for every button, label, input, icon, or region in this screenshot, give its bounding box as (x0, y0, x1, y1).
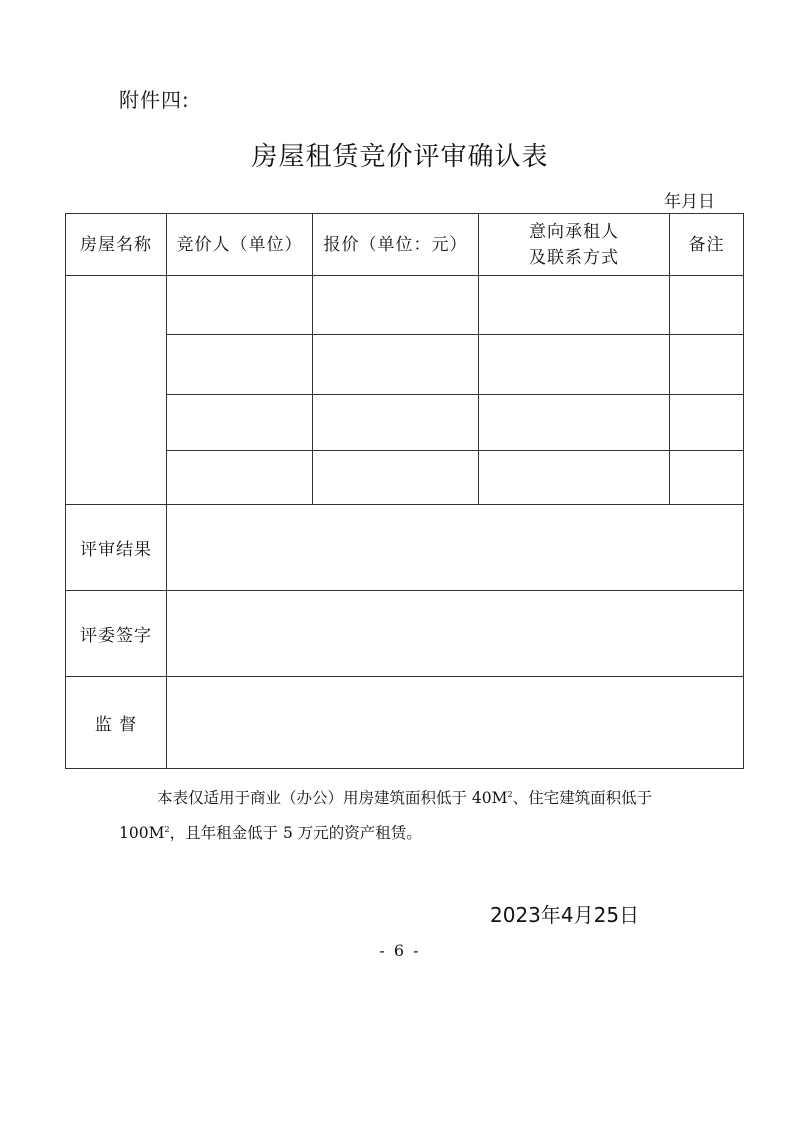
date-line: 年月日 (664, 192, 715, 212)
supervision-cell[interactable] (167, 677, 744, 769)
note-text-2: 、住宅建筑面积低于 100M (119, 789, 653, 843)
judge-signature-cell[interactable] (167, 591, 744, 677)
bidder-cell[interactable] (167, 395, 313, 451)
header-tenant-line2: 及联系方式 (529, 247, 619, 268)
bid-review-table (65, 213, 744, 769)
tenant-cell[interactable] (479, 335, 670, 395)
quote-cell[interactable] (313, 451, 479, 505)
header-quote: 报价（单位：元） (313, 214, 479, 276)
quote-cell[interactable] (313, 335, 479, 395)
table-row (66, 276, 744, 335)
attachment-label: 附件四: (119, 88, 190, 112)
bidder-cell[interactable] (167, 335, 313, 395)
supervision-label: 监 督 (66, 677, 167, 769)
sign-date: 2023年4月25日 (490, 903, 640, 927)
remark-cell[interactable] (670, 451, 744, 505)
note-superscript-1: 2 (507, 790, 513, 799)
table-header-row (66, 214, 744, 276)
page-number: - 6 - (379, 941, 421, 960)
house-name-cell[interactable] (66, 276, 167, 505)
judge-signature-label: 评委签字 (66, 591, 167, 677)
header-tenant (479, 214, 670, 276)
remark-cell[interactable] (670, 335, 744, 395)
page-title: 房屋租赁竞价评审确认表 (251, 142, 549, 172)
review-result-row (66, 505, 744, 591)
table-row (66, 451, 744, 505)
header-remark: 备注 (670, 214, 744, 276)
remark-cell[interactable] (670, 276, 744, 335)
tenant-cell[interactable] (479, 276, 670, 335)
applicability-note (119, 779, 679, 849)
note-text-3: ，且年租金低于 5 万元的资产租赁。 (169, 824, 422, 843)
note-text-1: 本表仅适用于商业（办公）用房建筑面积低于 40M (157, 789, 508, 808)
note-superscript-2: 2 (164, 825, 170, 835)
table-row (66, 395, 744, 451)
judge-signature-row (66, 591, 744, 677)
review-result-cell[interactable] (167, 505, 744, 591)
bidder-cell[interactable] (167, 451, 313, 505)
header-house-name: 房屋名称 (66, 214, 167, 276)
tenant-cell[interactable] (479, 395, 670, 451)
header-bidder: 竞价人（单位） (167, 214, 313, 276)
supervision-row (66, 677, 744, 769)
quote-cell[interactable] (313, 276, 479, 335)
tenant-cell[interactable] (479, 451, 670, 505)
remark-cell[interactable] (670, 395, 744, 451)
quote-cell[interactable] (313, 395, 479, 451)
header-tenant-line1: 意向承租人 (529, 221, 619, 242)
bidder-cell[interactable] (167, 276, 313, 335)
table-row (66, 335, 744, 395)
review-result-label: 评审结果 (66, 505, 167, 591)
